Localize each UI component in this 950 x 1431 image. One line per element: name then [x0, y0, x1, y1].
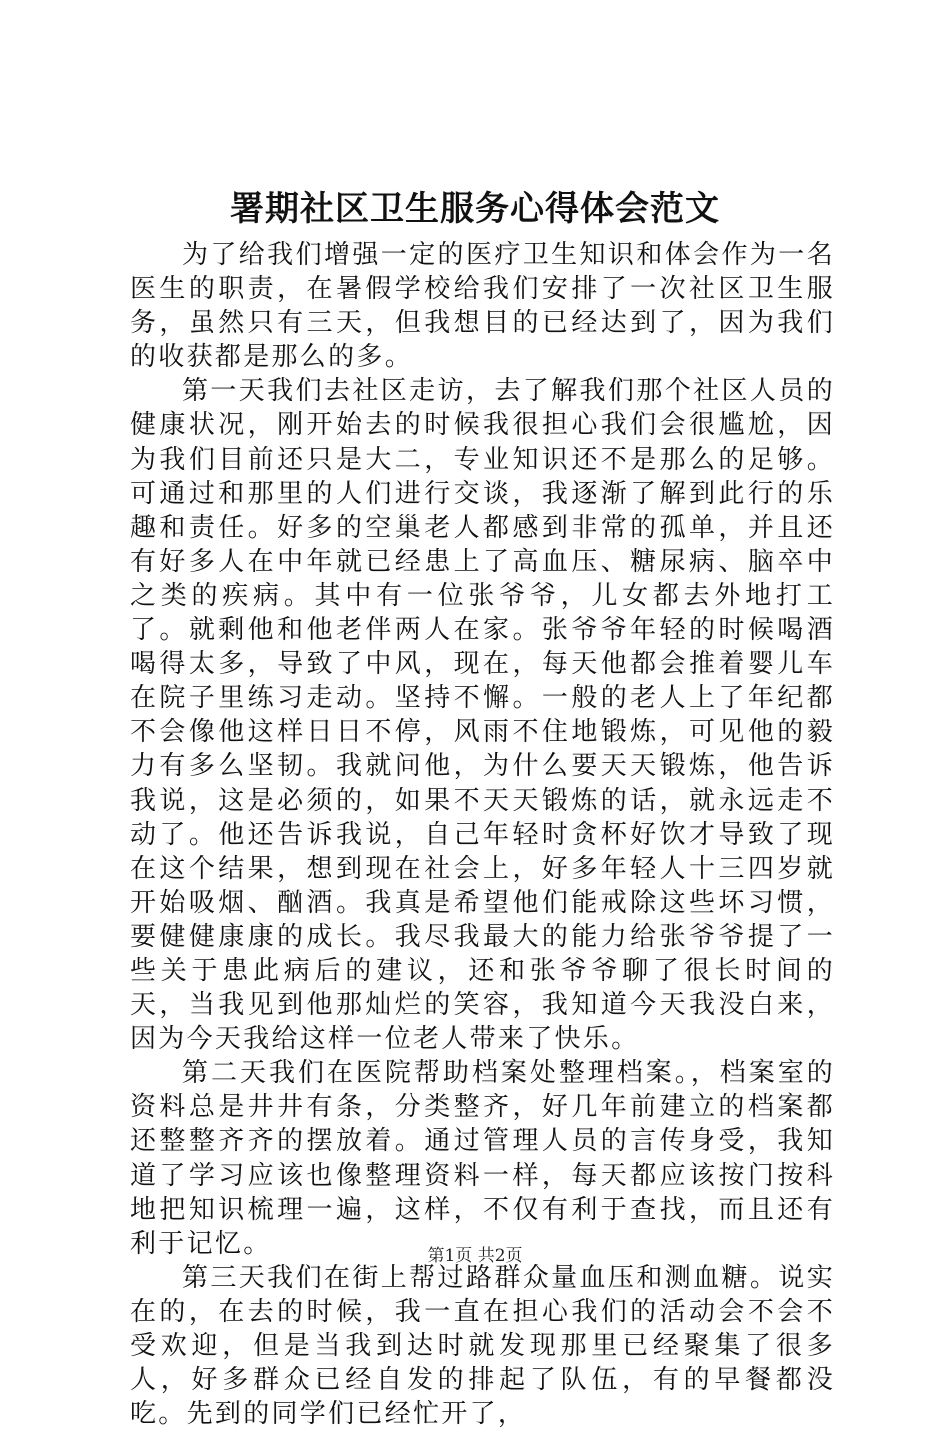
paragraph-day-one: 第一天我们去社区走访，去了解我们那个社区人员的健康状况，刚开始去的时候我很担心我们会很尴尬，因为我们目前还只是大二，专业知识还不是那么的足够。可通过和那里的人们进行交谈，我逐渐了解到此行的乐趣和责任。好多的空巢老人都感到非常的孤单，并且还有好多人在中年就已经患上了高血压、糖尿病、脑卒中之类的疾病。其中有一位张爷爷，儿女都去外地打工了。就剩他和他老伴两人在家。张爷爷年轻的时候喝酒喝得太多，导致了中风，现在，每天他都会推着婴儿车在院子里练习走动。坚持不懈。一般的老人上了年纪都不会像他这样日日不停，风雨不住地锻炼，可见他的毅力有多么坚韧。我就问他，为什么要天天锻炼，他告诉我说，这是必须的，如果不天天锻炼的话，就永远走不动了。他还告诉我说，自己年轻时贪杯好饮才导致了现在这个结果，想到现在社会上，好多年轻人十三四岁就开始吸烟、酗酒。我真是希望他们能戒除这些坏习惯，要健健康康的成长。我尽我最大的能力给张爷爷提了一些关于患此病后的建议，还和张爷爷聊了很长时间的天，当我见到他那灿烂的笑容，我知道今天我没白来，因为今天我给这样一位老人带来了快乐。	[130, 376, 835, 1055]
paragraph-day-three: 第三天我们在街上帮过路群众量血压和测血糖。说实在的，在去的时候，我一直在担心我们的活动会不会不受欢迎，但是当我到达时就发现那里已经聚集了很多人，好多群众已经自发的排起了队伍，有的早餐都没吃。先到的同学们已经忙开了，	[130, 1262, 835, 1430]
document-title: 署期社区卫生服务心得体会范文	[230, 189, 720, 229]
paragraph-intro: 为了给我们增强一定的医疗卫生知识和体会作为一名医生的职责，在暑假学校给我们安排了一次社区卫生服务，虽然只有三天，但我想目的已经达到了，因为我们的收获都是那么的多。	[130, 240, 835, 373]
paragraph-day-two: 第二天我们在医院帮助档案处整理档案。，档案室的资料总是井井有条，分类整齐，好几年前建立的档案都还整整齐齐的摆放着。通过管理人员的言传身受，我知道了学习应该也像整理资料一样，每天都应该按门按科地把知识梳理一遍，这样，不仅有利于查找，而且还有利于记忆。	[130, 1058, 835, 1259]
page-footer: 第1页 共2页	[427, 1246, 523, 1266]
